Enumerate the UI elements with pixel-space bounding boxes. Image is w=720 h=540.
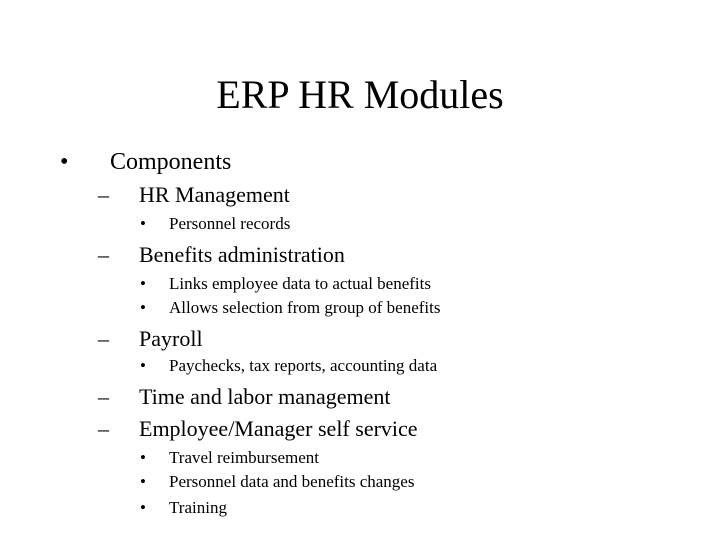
bullet-marker: • [140, 498, 146, 517]
bullet-marker: • [140, 298, 146, 317]
bullet-marker: – [98, 326, 109, 351]
bullet-text: Personnel data and benefits changes [169, 472, 415, 491]
bullet-text: Travel reimbursement [169, 448, 319, 467]
bullet-marker: • [140, 214, 146, 233]
bullet-marker: • [140, 274, 146, 293]
bullet-marker: – [98, 242, 109, 267]
bullet-text: Employee/Manager self service [139, 416, 418, 441]
bullet-text: Time and labor management [139, 384, 391, 409]
bullet-text: Components [110, 149, 232, 175]
bullet-text: Benefits administration [139, 242, 345, 267]
slide-title: ERP HR Modules [216, 72, 504, 117]
bullet-marker: • [140, 448, 146, 467]
bullet-marker: – [98, 182, 109, 207]
bullet-marker: – [98, 416, 109, 441]
bullet-text: Allows selection from group of benefits [169, 298, 441, 317]
bullet-text: HR Management [139, 182, 290, 207]
bullet-marker: • [60, 149, 69, 175]
bullet-marker: • [140, 356, 146, 375]
bullet-text: Payroll [139, 326, 203, 351]
bullet-text: Training [169, 498, 227, 517]
bullet-text: Links employee data to actual benefits [169, 274, 431, 293]
bullet-text: Personnel records [169, 214, 291, 233]
bullet-marker: – [98, 384, 109, 409]
bullet-text: Paychecks, tax reports, accounting data [169, 356, 438, 375]
bullet-marker: • [140, 472, 146, 491]
